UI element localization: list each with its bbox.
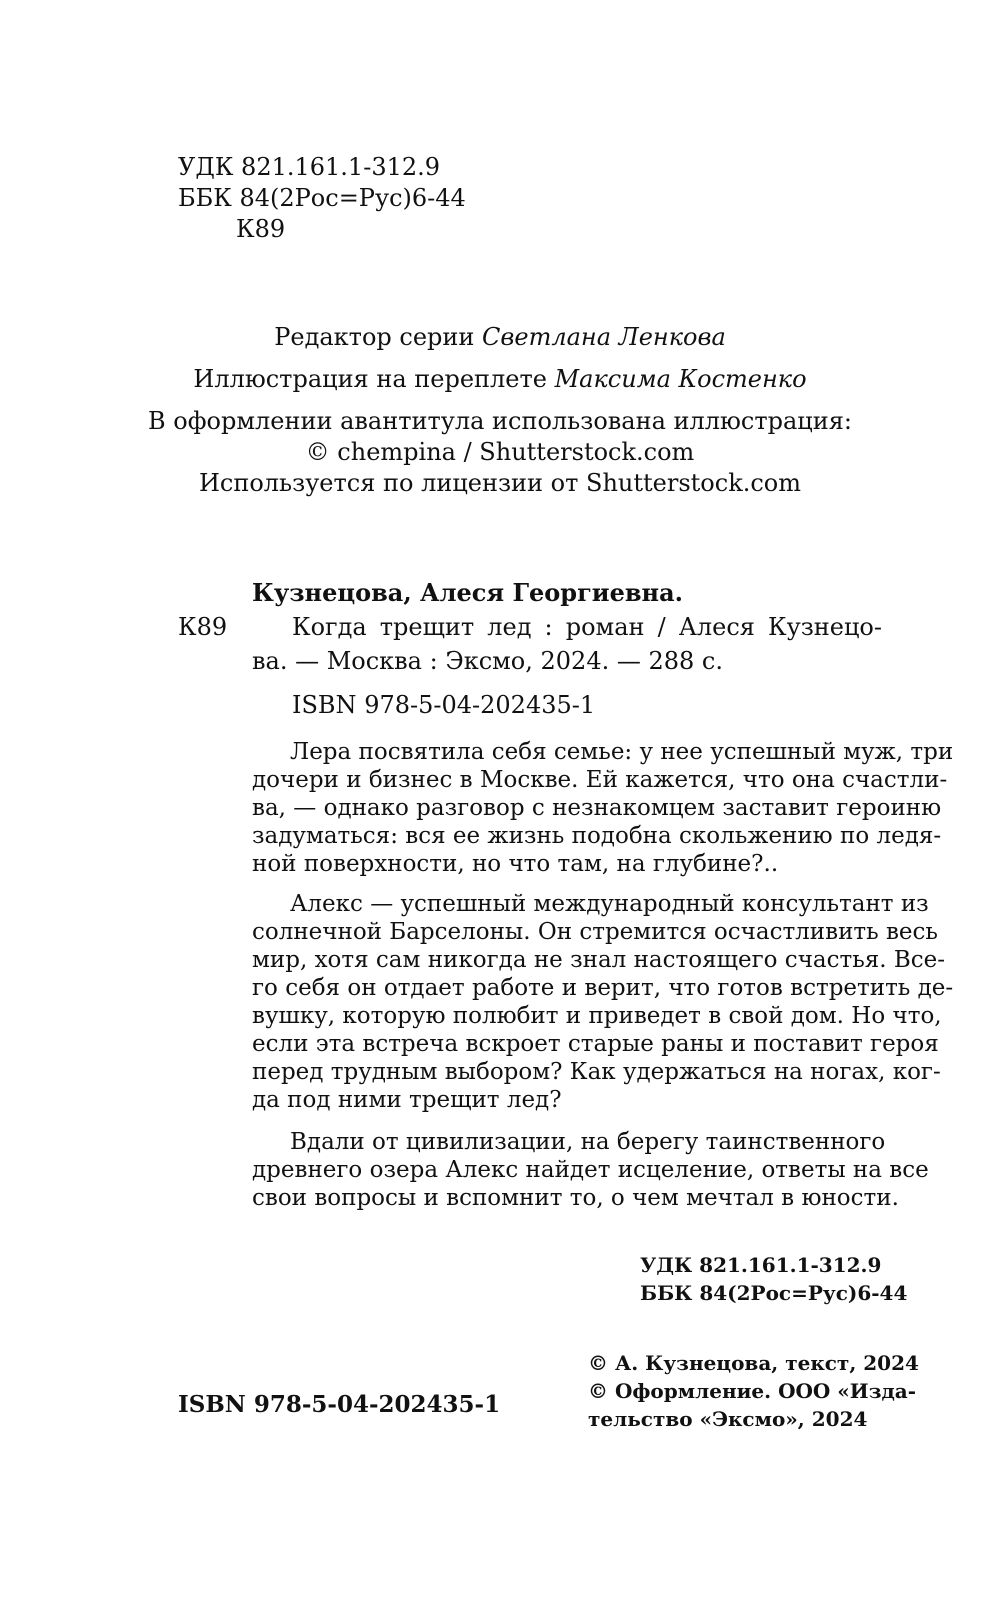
series-editor-credit [0, 322, 1000, 352]
annotation-p2-line: солнечной Барселоны. Он стремится осчастливить весь [252, 919, 938, 945]
copyright-design-line2: тельство «Эксмо», 2024 [588, 1407, 868, 1431]
annotation-p1-line: Лера посвятила себя семье: у нее успешный муж, три [290, 739, 954, 765]
annotation-p3-line: Вдали от цивилизации, на берегу таинственного [290, 1129, 886, 1155]
half-title-credit-line3: Используется по лицензии от Shutterstock.com [198, 469, 802, 497]
footer-udk: УДК 821.161.1-312.9 [640, 1253, 882, 1277]
title-line-1: Когда трещит лед : роман / Алеся Кузнецо- [292, 613, 882, 641]
illustration-label: Иллюстрация на переплете [193, 365, 547, 393]
series-editor-name: Светлана Ленкова [482, 323, 726, 351]
title-line-2: ва. — Москва : Эксмо, 2024. — 288 с. [252, 647, 723, 675]
annotation-p3-line: свои вопросы и вспомнит то, о чем мечтал в юности. [252, 1185, 899, 1211]
copyright-text: © А. Кузнецова, текст, 2024 [588, 1351, 919, 1375]
author-heading: Кузнецова, Алеся Георгиевна. [252, 578, 684, 607]
footer-isbn: ISBN 978-5-04-202435-1 [178, 1391, 501, 1418]
annotation-p1-line: задуматься: вся ее жизнь подобна скольжению по ледя- [252, 823, 942, 849]
illustration-name: Максима Костенко [554, 365, 807, 393]
half-title-credit-line2: © chempina / Shutterstock.com [305, 438, 695, 466]
annotation-p3-line: древнего озера Алекс найдет исцеление, ответы на все [252, 1157, 929, 1183]
annotation-p2-line: го себя он отдает работе и верит, что готов встретить де- [252, 975, 954, 1001]
annotation-p1-line: ной поверхности, но что там, на глубине?.. [252, 851, 779, 877]
bibliographic-isbn: ISBN 978-5-04-202435-1 [292, 691, 596, 719]
half-title-credit-line1: В оформлении авантитула использована иллюстрация: [148, 407, 852, 435]
annotation-p2-line: если эта встреча вскроет старые раны и поставит героя [252, 1031, 939, 1057]
annotation-p2-line: вушку, которую полюбит и приведет в свой дом. Но что, [252, 1003, 942, 1029]
header-bbk: ББК 84(2Рос=Рус)6-44 [178, 184, 466, 212]
series-editor-label: Редактор серии [274, 323, 475, 351]
footer-bbk: ББК 84(2Рос=Рус)6-44 [640, 1281, 908, 1305]
annotation-p2-line: перед трудным выбором? Как удержаться на ногах, ког- [252, 1059, 941, 1085]
header-udk: УДК 821.161.1-312.9 [178, 153, 441, 181]
annotation-p1-line: дочери и бизнес в Москве. Ей кажется, что она счастли- [252, 767, 948, 793]
annotation-p2-line: да под ними трещит лед? [252, 1087, 562, 1113]
header-author-mark: К89 [236, 215, 286, 243]
bibliographic-author-mark: К89 [178, 613, 228, 641]
annotation-p2-line: Алекс — успешный международный консультант из [290, 891, 929, 917]
annotation-p2-line: мир, хотя сам никогда не знал настоящего счастья. Все- [252, 947, 946, 973]
annotation-p1-line: ва, — однако разговор с незнакомцем заставит героиню [252, 795, 942, 821]
copyright-design-line1: © Оформление. ООО «Изда- [588, 1379, 917, 1403]
illustration-credit [0, 364, 1000, 394]
